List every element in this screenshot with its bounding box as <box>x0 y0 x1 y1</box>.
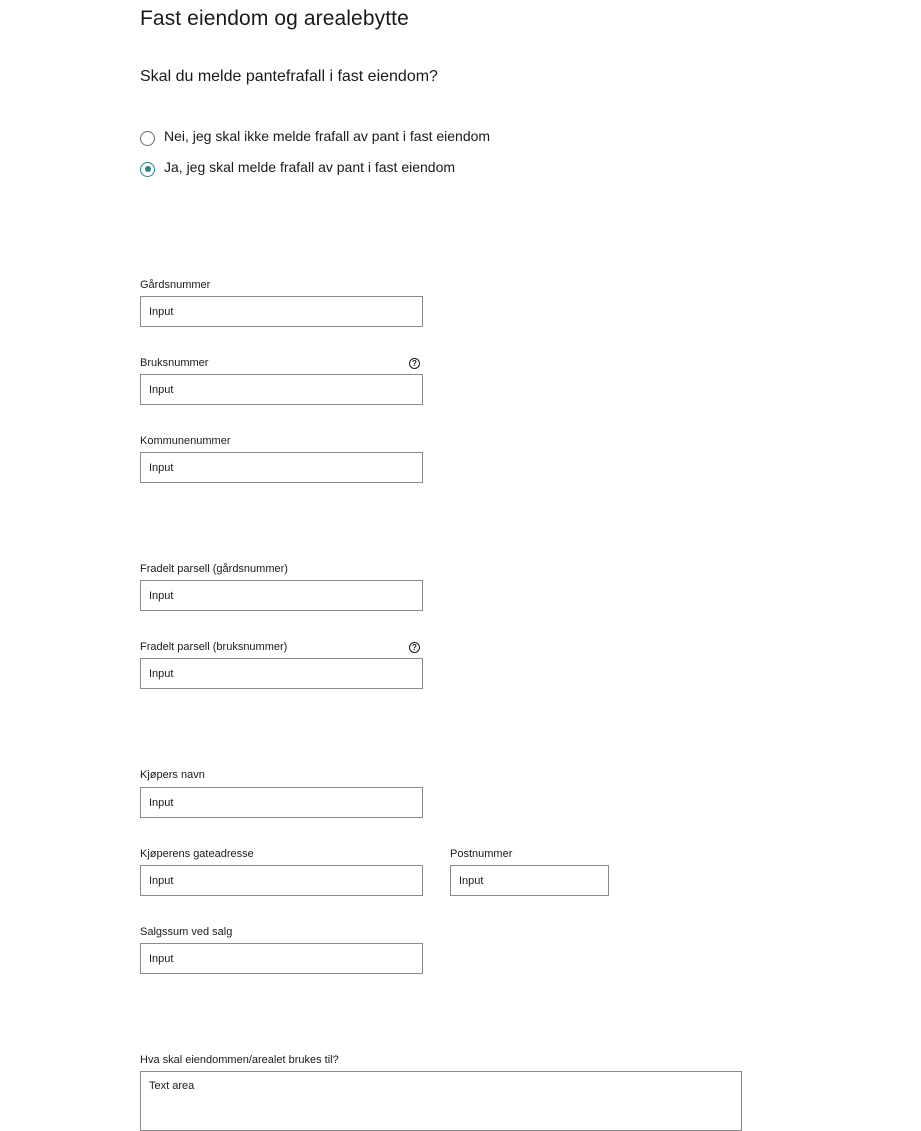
radio-button-yes[interactable] <box>140 162 155 177</box>
postnummer-input[interactable] <box>450 865 609 896</box>
bruksnummer-input[interactable] <box>140 374 423 405</box>
bruk-label: Hva skal eiendommen/arealet brukes til? <box>140 1054 339 1066</box>
gardsnummer-input[interactable] <box>140 296 423 327</box>
bruksnummer-label: Bruksnummer <box>140 357 209 369</box>
kjoperens-gateadresse-label: Kjøperens gateadresse <box>140 848 254 860</box>
kommunenummer-label: Kommunenummer <box>140 435 231 447</box>
fradelt-bruksnummer-help-icon[interactable]: ? <box>409 642 420 653</box>
bruk-textarea[interactable] <box>140 1071 742 1131</box>
fradelt-bruksnummer-label: Fradelt parsell (bruksnummer) <box>140 641 288 653</box>
radio-option-no[interactable] <box>140 126 490 146</box>
salgssum-label: Salgssum ved salg <box>140 926 233 938</box>
radio-label-no: Nei, jeg skal ikke melde frafall av pant i fast eiendom <box>164 128 491 144</box>
fradelt-gardsnummer-label: Fradelt parsell (gårdsnummer) <box>140 563 288 575</box>
kjopers-navn-input[interactable] <box>140 787 423 818</box>
radio-label-yes: Ja, jeg skal melde frafall av pant i fast eiendom <box>164 159 456 175</box>
radio-button-no[interactable] <box>140 131 155 146</box>
kommunenummer-input[interactable] <box>140 452 423 483</box>
pledge-question: Skal du melde pantefrafall i fast eiendom? <box>140 68 438 85</box>
gardsnummer-label: Gårdsnummer <box>140 279 211 291</box>
radio-option-yes[interactable] <box>140 157 455 177</box>
kjopers-navn-label: Kjøpers navn <box>140 769 205 781</box>
postnummer-label: Postnummer <box>450 848 513 860</box>
bruksnummer-help-icon[interactable]: ? <box>409 358 420 369</box>
salgssum-input[interactable] <box>140 943 423 974</box>
page-title: Fast eiendom og arealebytte <box>140 7 409 30</box>
fradelt-bruksnummer-input[interactable] <box>140 658 423 689</box>
fradelt-gardsnummer-input[interactable] <box>140 580 423 611</box>
kjoperens-gateadresse-input[interactable] <box>140 865 423 896</box>
